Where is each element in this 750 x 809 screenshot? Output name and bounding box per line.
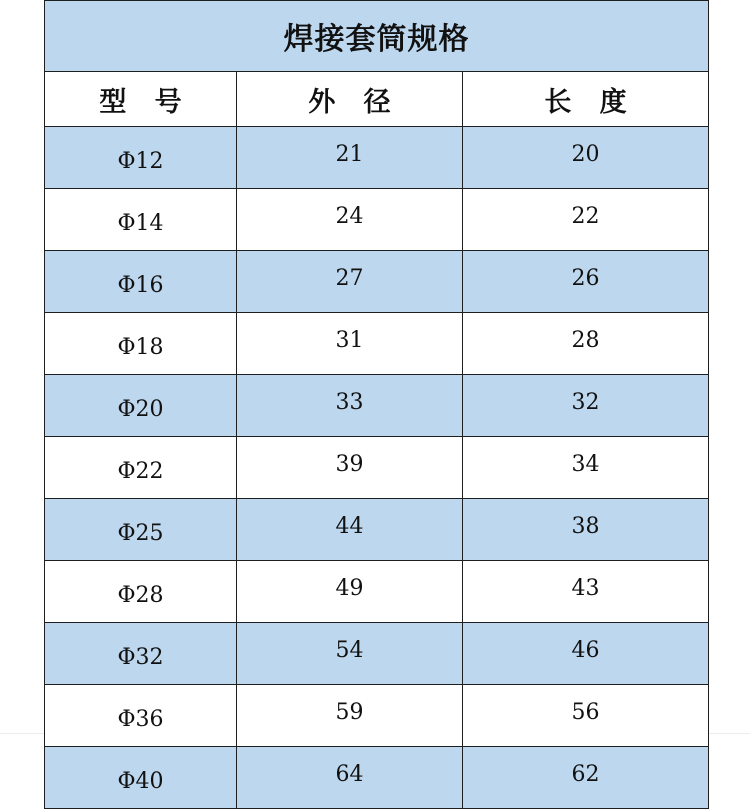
cell-outer-diameter[interactable]: 39 <box>237 437 463 499</box>
cell-length[interactable]: 32 <box>463 375 709 437</box>
cell-outer-diameter[interactable]: 33 <box>237 375 463 437</box>
cell-length[interactable]: 34 <box>463 437 709 499</box>
cell-outer-diameter[interactable]: 27 <box>237 251 463 313</box>
table-row <box>45 561 709 623</box>
cell-model[interactable]: Φ32 <box>45 623 237 685</box>
cell-outer-diameter[interactable]: 49 <box>237 561 463 623</box>
cell-length[interactable]: 62 <box>463 747 709 809</box>
cell-model[interactable]: Φ28 <box>45 561 237 623</box>
cell-outer-diameter[interactable]: 44 <box>237 499 463 561</box>
header-model[interactable]: 型 号 <box>45 72 237 127</box>
cell-model[interactable]: Φ14 <box>45 189 237 251</box>
table-row <box>45 747 709 809</box>
cell-outer-diameter[interactable]: 54 <box>237 623 463 685</box>
cell-model[interactable]: Φ18 <box>45 313 237 375</box>
cell-model[interactable]: Φ25 <box>45 499 237 561</box>
table-row <box>45 189 709 251</box>
cell-length[interactable]: 22 <box>463 189 709 251</box>
cell-outer-diameter[interactable]: 64 <box>237 747 463 809</box>
table-row <box>45 127 709 189</box>
table-row <box>45 623 709 685</box>
cell-length[interactable]: 20 <box>463 127 709 189</box>
table-row <box>45 375 709 437</box>
cell-outer-diameter[interactable]: 21 <box>237 127 463 189</box>
cell-length[interactable]: 43 <box>463 561 709 623</box>
table-row <box>45 437 709 499</box>
cell-length[interactable]: 56 <box>463 685 709 747</box>
header-length[interactable]: 长 度 <box>463 72 709 127</box>
cell-outer-diameter[interactable]: 59 <box>237 685 463 747</box>
header-outer-diameter[interactable]: 外 径 <box>237 72 463 127</box>
table-row <box>45 251 709 313</box>
cell-model[interactable]: Φ12 <box>45 127 237 189</box>
cell-model[interactable]: Φ40 <box>45 747 237 809</box>
cell-length[interactable]: 38 <box>463 499 709 561</box>
cell-model[interactable]: Φ16 <box>45 251 237 313</box>
cell-outer-diameter[interactable]: 24 <box>237 189 463 251</box>
table-row <box>45 685 709 747</box>
cell-length[interactable]: 28 <box>463 313 709 375</box>
table-row <box>45 499 709 561</box>
cell-length[interactable]: 26 <box>463 251 709 313</box>
table-title[interactable]: 焊接套筒规格 <box>45 1 709 72</box>
cell-model[interactable]: Φ22 <box>45 437 237 499</box>
cell-outer-diameter[interactable]: 31 <box>237 313 463 375</box>
cell-length[interactable]: 46 <box>463 623 709 685</box>
table-row <box>45 313 709 375</box>
spec-table <box>44 0 709 809</box>
cell-model[interactable]: Φ36 <box>45 685 237 747</box>
cell-model[interactable]: Φ20 <box>45 375 237 437</box>
